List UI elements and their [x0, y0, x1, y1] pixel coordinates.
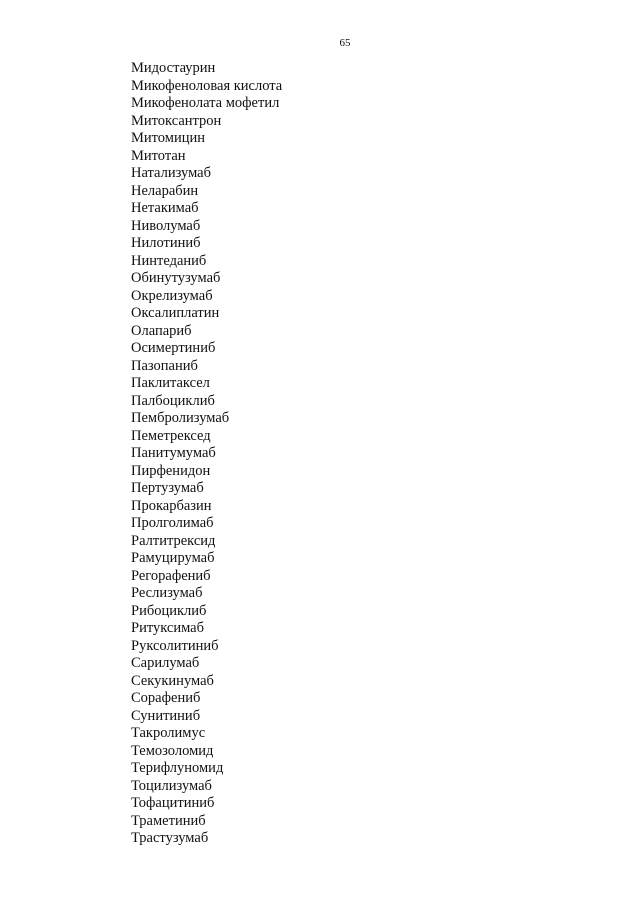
drug-list-item: Траметиниб	[131, 812, 206, 829]
drug-list-item: Митомицин	[131, 130, 205, 146]
drug-list-item: Панитумумаб	[131, 445, 216, 461]
drug-list-item: Прокарбазин	[131, 497, 212, 514]
drug-list-item: Реслизумаб	[131, 585, 203, 601]
drug-list-item: Терифлуномид	[131, 760, 224, 776]
page-number: 65	[339, 37, 351, 49]
drug-list-item: Пеметрексед	[131, 427, 211, 444]
drug-list-item: Нилотиниб	[131, 235, 201, 251]
drug-list	[131, 60, 282, 848]
drug-list-item: Нетакимаб	[131, 200, 199, 216]
drug-list-item: Рибоциклиб	[131, 602, 207, 619]
drug-list-item: Натализумаб	[131, 165, 211, 181]
drug-list-item: Митотан	[131, 147, 186, 164]
drug-list-item: Мидостаурин	[131, 60, 216, 76]
drug-list-item: Палбоциклиб	[131, 392, 215, 409]
drug-list-item: Тофацитиниб	[131, 795, 215, 811]
drug-list-item: Такролимус	[131, 725, 206, 741]
drug-list-item: Окрелизумаб	[131, 287, 213, 304]
drug-list-item: Пертузумаб	[131, 480, 204, 496]
drug-list-item: Ниволумаб	[131, 217, 201, 234]
drug-list-item: Паклитаксел	[131, 375, 210, 391]
drug-list-item: Нинтеданиб	[131, 252, 207, 269]
drug-list-item: Пембролизумаб	[131, 410, 230, 426]
drug-list-item: Обинутузумаб	[131, 270, 221, 286]
drug-list-item: Микофенолата мофетил	[131, 95, 280, 111]
drug-list-item: Рамуцирумаб	[131, 550, 215, 566]
drug-list-item: Оксалиплатин	[131, 305, 220, 321]
drug-list-item: Сунитиниб	[131, 707, 201, 724]
drug-list-item: Пролголимаб	[131, 515, 214, 531]
drug-list-item: Митоксантрон	[131, 112, 222, 129]
drug-list-item: Руксолитиниб	[131, 637, 219, 654]
drug-list-item: Трастузумаб	[131, 830, 209, 846]
drug-list-item: Олапариб	[131, 322, 192, 339]
drug-list-item: Осимертиниб	[131, 340, 216, 356]
drug-list-item: Ритуксимаб	[131, 620, 204, 636]
drug-list-item: Сарилумаб	[131, 655, 200, 671]
drug-list-item: Сорафениб	[131, 690, 201, 706]
drug-list-item: Неларабин	[131, 182, 199, 199]
drug-list-item: Темозоломид	[131, 742, 214, 759]
drug-list-item: Микофеноловая кислота	[131, 77, 283, 94]
drug-list-item: Пазопаниб	[131, 357, 198, 374]
drug-list-item: Пирфенидон	[131, 462, 211, 479]
drug-list-item: Ралтитрексид	[131, 532, 216, 549]
drug-list-item: Тоцилизумаб	[131, 777, 212, 794]
drug-list-item: Регорафениб	[131, 567, 211, 584]
drug-list-item: Секукинумаб	[131, 672, 214, 689]
